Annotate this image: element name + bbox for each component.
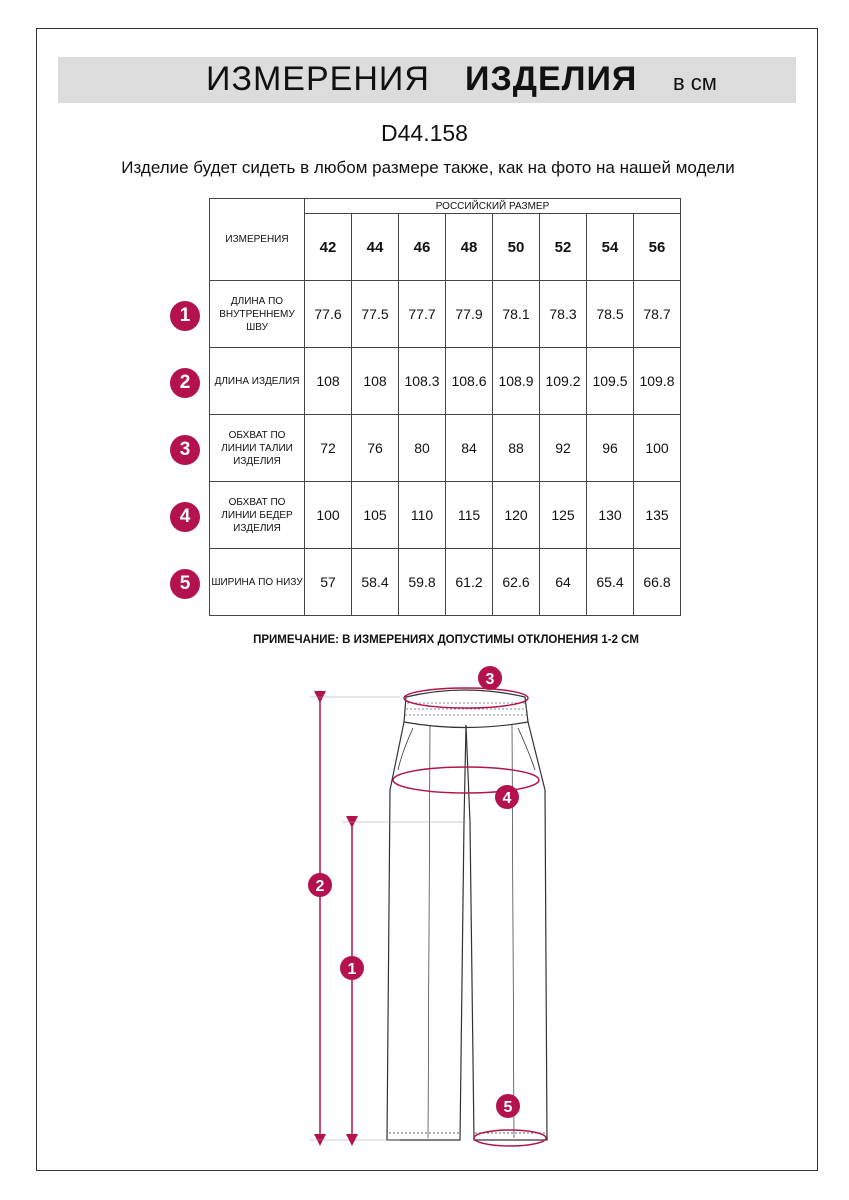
tolerance-note: ПРИМЕЧАНИЕ: В ИЗМЕРЕНИЯХ ДОПУСТИМЫ ОТКЛОНЕНИЯ 1-2 СМ	[253, 634, 639, 646]
fit-note: Изделие будет сидеть в любом размере также, как на фото на нашей модели	[121, 158, 735, 177]
row-label: ДЛИНА ИЗДЕЛИЯ	[210, 348, 305, 415]
table-cell: 62.6	[493, 549, 540, 616]
row-number-badge: 5	[170, 569, 200, 599]
diagram-marker-3	[478, 666, 502, 690]
row-label: ДЛИНА ПО ВНУТРЕННЕМУ ШВУ	[210, 281, 305, 348]
row-number-badge: 1	[170, 301, 200, 331]
size-header: 42	[305, 214, 352, 281]
table-cell: 135	[634, 482, 681, 549]
table-cell: 61.2	[446, 549, 493, 616]
table-cell: 109.2	[540, 348, 587, 415]
table-cell: 80	[399, 415, 446, 482]
size-header: 54	[587, 214, 634, 281]
table-cell: 59.8	[399, 549, 446, 616]
table-cell: 110	[399, 482, 446, 549]
table-cell: 76	[352, 415, 399, 482]
row-number-badge: 2	[170, 368, 200, 398]
title-bold: ИЗДЕЛИЯ	[465, 60, 638, 98]
marker-label: 1	[347, 961, 357, 978]
table-cell: 120	[493, 482, 540, 549]
marker-label: 3	[485, 671, 495, 688]
size-header: 46	[399, 214, 446, 281]
table-cell: 108	[352, 348, 399, 415]
size-header: 56	[634, 214, 681, 281]
row-label: ОБХВАТ ПО ЛИНИИ БЕДЕР ИЗДЕЛИЯ	[210, 482, 305, 549]
table-cell: 58.4	[352, 549, 399, 616]
table-cell: 72	[305, 415, 352, 482]
size-group-label: РОССИЙСКИЙ РАЗМЕР	[305, 199, 681, 214]
table-cell: 78.5	[587, 281, 634, 348]
table-cell: 78.1	[493, 281, 540, 348]
table-cell: 108	[305, 348, 352, 415]
row-number-badge: 4	[170, 502, 200, 532]
marker-label: 4	[502, 790, 512, 807]
table-cell: 84	[446, 415, 493, 482]
table-cell: 100	[305, 482, 352, 549]
table-cell: 64	[540, 549, 587, 616]
marker-label: 5	[503, 1099, 513, 1116]
unit-label: в см	[673, 70, 717, 95]
table-cell: 100	[634, 415, 681, 482]
corner-label: ИЗМЕРЕНИЯ	[210, 199, 305, 281]
table-cell: 125	[540, 482, 587, 549]
row-label: ОБХВАТ ПО ЛИНИИ ТАЛИИ ИЗДЕЛИЯ	[210, 415, 305, 482]
table-cell: 77.6	[305, 281, 352, 348]
table-cell: 66.8	[634, 549, 681, 616]
table-cell: 57	[305, 549, 352, 616]
trousers-outline	[387, 690, 547, 1140]
size-header: 44	[352, 214, 399, 281]
table-cell: 78.7	[634, 281, 681, 348]
product-code: D44.158	[381, 120, 468, 146]
table-cell: 130	[587, 482, 634, 549]
table-cell: 77.7	[399, 281, 446, 348]
title-regular: ИЗМЕРЕНИЯ	[206, 60, 430, 98]
table-cell: 96	[587, 415, 634, 482]
table-cell: 78.3	[540, 281, 587, 348]
table-cell: 109.5	[587, 348, 634, 415]
row-label: ШИРИНА ПО НИЗУ	[210, 549, 305, 616]
diagram-marker-2	[308, 873, 332, 897]
size-header: 52	[540, 214, 587, 281]
size-header: 48	[446, 214, 493, 281]
table-cell: 108.3	[399, 348, 446, 415]
table-cell: 65.4	[587, 549, 634, 616]
table-cell: 108.9	[493, 348, 540, 415]
table-cell: 108.6	[446, 348, 493, 415]
table-cell: 77.9	[446, 281, 493, 348]
table-cell: 92	[540, 415, 587, 482]
size-header: 50	[493, 214, 540, 281]
row-number-badge: 3	[170, 435, 200, 465]
table-cell: 77.5	[352, 281, 399, 348]
table-cell: 88	[493, 415, 540, 482]
marker-label: 2	[315, 878, 325, 895]
diagram-marker-5	[496, 1094, 520, 1118]
table-cell: 115	[446, 482, 493, 549]
diagram-marker-4	[495, 785, 519, 809]
table-cell: 109.8	[634, 348, 681, 415]
diagram-marker-1	[340, 956, 364, 980]
table-cell: 105	[352, 482, 399, 549]
